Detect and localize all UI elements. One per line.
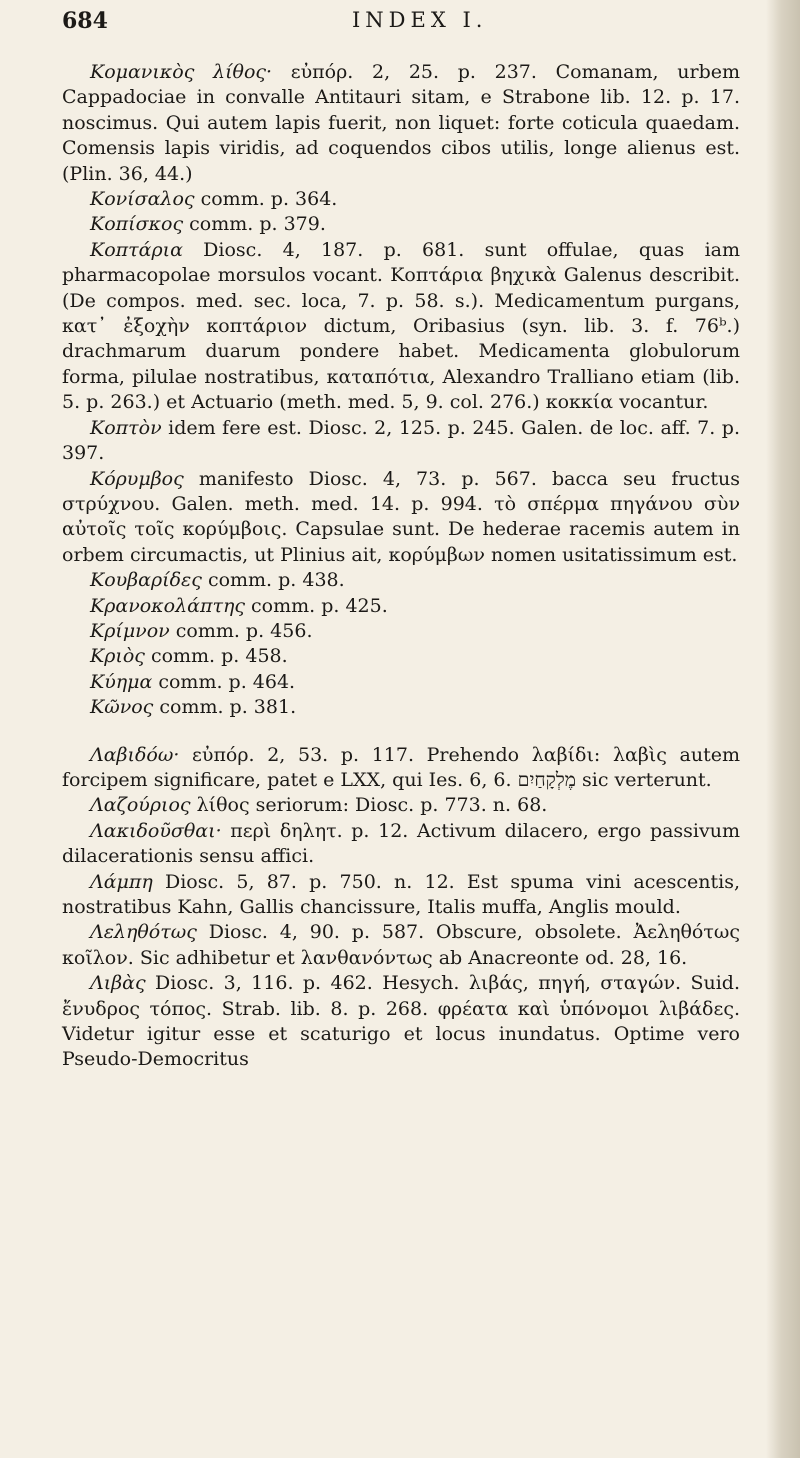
entry-lemma: Κομανικὸς λίθος·: [90, 61, 273, 83]
entry-text: comm. p. 364.: [194, 188, 338, 211]
entry-text: Diosc. 3, 116. p. 462. Hesych. λιβάς, πηγή, σταγών. Suid. ἔνυδρος τόπος. Strab. lib. 8. p. 268. φρέατα καὶ ὑπόνομοι λιβάδες. Videtur igitur esse et scaturigo et locus inundatus. Optime vero Pseudo-Democritus: [62, 972, 740, 1071]
index-entry: [62, 416, 740, 467]
entry-text: Diosc. 5, 87. p. 750. n. 12. Est spuma vini acescentis, nostratibus Kahn, Gallis chancissure, Italis muffa, Anglis mould.: [62, 870, 740, 918]
entry-lemma: Κουβαρίδες: [90, 569, 202, 592]
entry-text: λίθος seriorum: Diosc. p. 773. n. 68.: [190, 794, 548, 817]
index-entry: [62, 60, 740, 187]
page-edge-shadow: [766, 0, 800, 1458]
index-entry: [62, 568, 740, 593]
entry-lemma: Λεληθότως: [90, 921, 197, 944]
entry-text: comm. p. 464.: [152, 670, 296, 693]
entry-lemma: Κόρυμβος: [90, 467, 184, 490]
entry-text: comm. p. 379.: [183, 213, 326, 236]
entry-lemma: Κρίμνον: [90, 619, 170, 642]
index-entry: [62, 971, 740, 1073]
entry-lemma: Κονίσαλος: [90, 188, 195, 211]
entry-lemma: Κοπτὸν: [90, 416, 162, 439]
entry-text: comm. p. 456.: [169, 619, 313, 642]
entry-text: manifesto Diosc. 4, 73. p. 567. bacca seu fructus στρύχνου. Galen. meth. med. 14. p. 994. τὸ σπέρμα πηγάνου σὺν αὐτοῖς τοῖς κορύμβοις. Capsulae sunt. De hederae racemis autem in orbem circumactis, ut Plinius ait, κορύμβων nomen usitatissimum est.: [62, 467, 740, 566]
entry-text: comm. p. 381.: [153, 696, 297, 719]
entry-text: περὶ δηλητ. p. 12. Activum dilacero, ergo passivum dilacerationis sensu affici.: [62, 819, 740, 868]
entry-lemma: Κοπίσκος: [90, 213, 184, 236]
entry-lemma: Λακιδοῦσθαι·: [90, 819, 222, 842]
entry-text: comm. p. 425.: [244, 594, 388, 617]
index-entry: [62, 467, 740, 569]
index-entry: [62, 644, 740, 669]
index-entry: [62, 819, 740, 870]
entry-lemma: Κριὸς: [90, 645, 145, 668]
index-entries: [62, 60, 740, 1073]
index-entry: [62, 594, 740, 619]
entry-text: Diosc. 4, 90. p. 587. Obscure, obsolete. Ἀεληθότως κοῖλον. Sic adhibetur et λανθανόντως ab Anacreonte od. 28, 16.: [62, 921, 740, 969]
entry-lemma: Λαβιδόω·: [90, 743, 180, 766]
entry-text: εὐπόρ. 2, 25. p. 237. Comanam, urbem Cappadociae in convalle Antitauri sitam, e Strabone lib. 12. p. 17. noscimus. Qui autem lapis fuerit, non liquet: forte coticula quaedam. Comensis lapis viridis, ad coquendos cibos utilis, longe alienus est. (Plin. 36, 44.): [62, 61, 740, 185]
index-entry: [62, 212, 740, 237]
entry-text: idem fere est. Diosc. 2, 125. p. 245. Galen. de loc. aff. 7. p. 397.: [62, 416, 740, 465]
index-entry: [62, 670, 740, 695]
running-head: INDEX I.: [352, 8, 488, 32]
entry-text: εὐπόρ. 2, 53. p. 117. Prehendo λαβίδι: λαβὶς autem forcipem significare, patet e LXX, qui Ies. 6, 6. מֶלְקָחַיִם sic verterunt.: [62, 743, 740, 791]
entry-text: comm. p. 438.: [201, 569, 345, 592]
index-entry: [62, 695, 740, 720]
entry-lemma: Λαζούριος: [90, 794, 191, 817]
page-header: [62, 8, 742, 48]
entry-lemma: Κρανοκολάπτης: [90, 594, 245, 617]
index-entry: [62, 187, 740, 212]
index-entry: [62, 793, 740, 818]
page-number: 684: [62, 8, 108, 34]
entry-lemma: Λάμπη: [90, 870, 153, 893]
entry-lemma: Λιβὰς: [90, 972, 146, 995]
entry-lemma: Κῶνος: [90, 696, 154, 719]
entry-lemma: Κοπτάρια: [90, 238, 183, 261]
entry-text: Diosc. 4, 187. p. 681. sunt offulae, quas iam pharmacopolae morsulos vocant. Κοπτάρια βηχικὰ Galenus describit. (De compos. med. sec. loca, 7. p. 58. s.). Medicamentum purgans, κατ᾿ ἐξοχὴν κοπτάριον dictum, Oribasius (syn. lib. 3. f. 76ᵇ.) drachmarum duarum pondere habet. Medicamenta globulorum forma, pilulae nostratibus, καταπότια, Alexandro Tralliano etiam (lib. 5. p. 263.) et Actuario (meth. med. 5, 9. col. 276.) κοκκία vocantur.: [62, 238, 740, 414]
entry-text: comm. p. 458.: [144, 645, 288, 668]
index-entry: [62, 920, 740, 971]
entry-lemma: Κύημα: [90, 670, 153, 693]
index-entry: [62, 619, 740, 644]
index-entry: [62, 238, 740, 416]
index-entry: [62, 870, 740, 921]
index-entry: [62, 743, 740, 794]
